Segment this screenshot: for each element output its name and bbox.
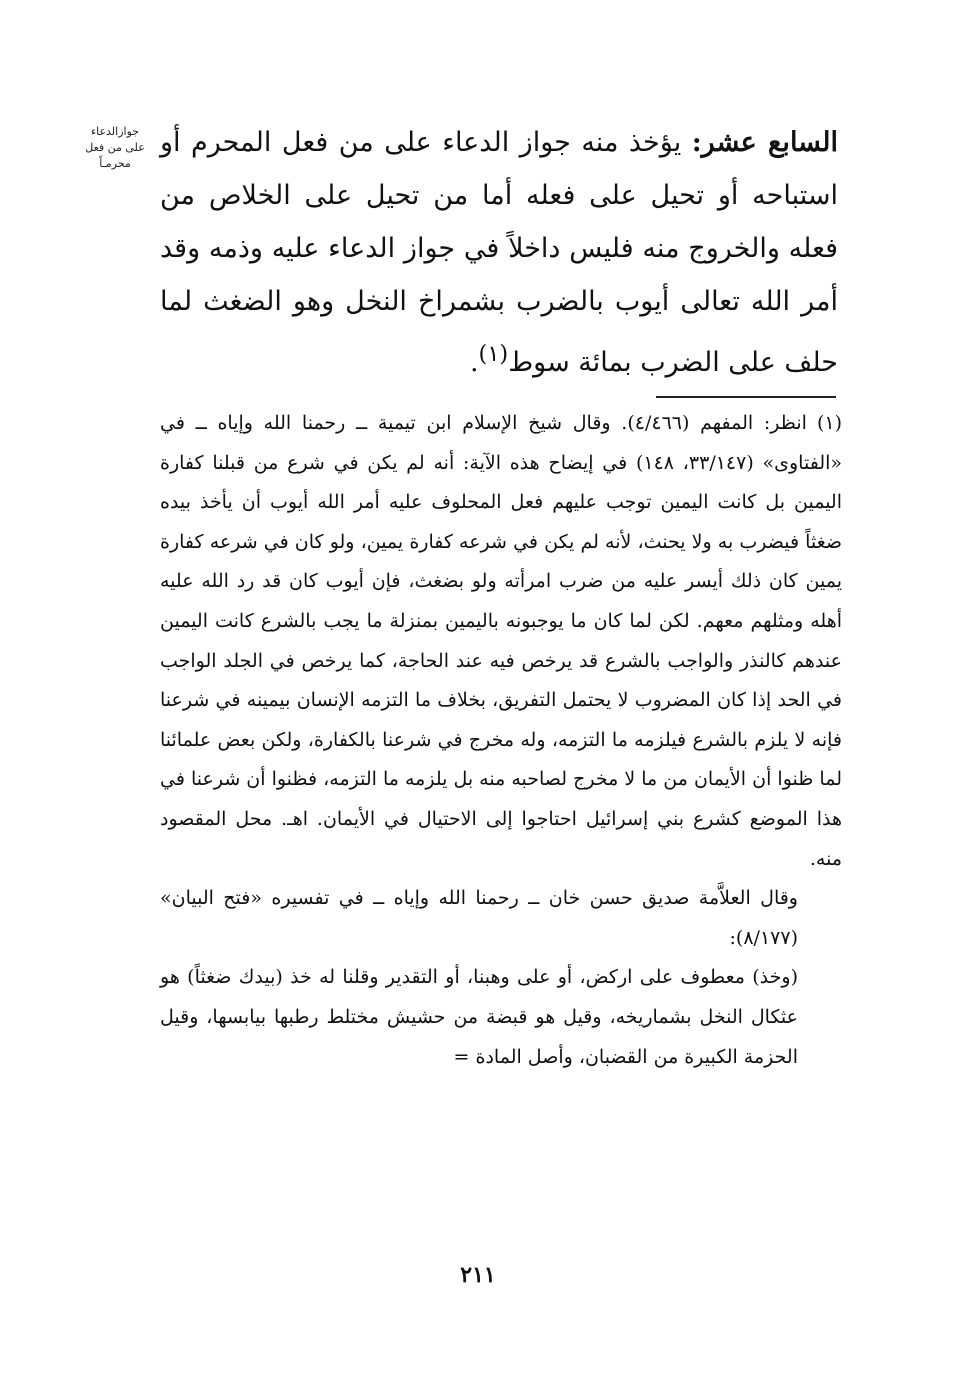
- margin-note-line: جوازالدعاء: [90, 125, 140, 138]
- main-body-text: يؤخذ منه جواز الدعاء على من فعل المحرم أو استباحه أو تحيل على فعله أما من تحيل على الخلاص من فعله والخروج منه فليس داخلاً في جواز الدعاء عليه وذمه وقد أمر الله تعالى أيوب بالضرب بشمراخ النخل وهو الضغث لما حلف على الضرب بمائة سوط: [160, 127, 838, 378]
- page-number: ٢١١: [460, 1262, 496, 1288]
- main-end-mark: .: [469, 347, 479, 378]
- main-paragraph: [160, 116, 838, 389]
- footnotes: [160, 404, 842, 1077]
- footnote-paragraph: وقال العلاَّمة صديق حسن خان ــ رحمنا الله وإياه ــ في تفسيره «فتح البيان» (٨/١٧٧):: [160, 887, 798, 949]
- footnote-paragraph: (وخذ) معطوف على اركض، أو على وهبنا، أو التقدير وقلنا له خذ (بيدك ضغثاً) هو عثكال النخل بشماريخه، وقيل هو قبضة من حشيش مختلط رطبها بيابسها، وقيل الحزمة الكبيرة من القضبان، وأصل المادة =: [160, 966, 798, 1068]
- margin-note-line: على من فعل: [85, 141, 145, 154]
- margin-note-line: محرمـاً: [99, 157, 131, 170]
- margin-note: [70, 124, 160, 172]
- footnote-text: انظر: المفهم (٤/٤٦٦). وقال شيخ الإسلام ابن تيمية ــ رحمنا الله وإياه ــ في «الفتاوى» (٣٣/١٤٧، ١٤٨) في إيضاح هذه الآية: أنه لم يكن في شرع من قبلنا كفارة اليمين بل كانت اليمين توجب عليهم فعل المحلوف عليه أمر الله أيوب أن يأخذ بيده ضغثاً فيضرب به ولا يحنث، لأنه لم يكن في شرعه كفارة يمين، ولو كان في شرعه كفارة يمين كان ذلك أيسر عليه من ضرب امرأته ولو بضغث، فإن أيوب كان قد رد الله عليه أهله ومثلهم معهم. لكن لما كان ما يوجبونه باليمين بمنزلة ما يجب بالشرع كانت اليمين عندهم كالنذر والواجب بالشرع قد يرخص فيه عند الحاجة، كما يرخص في الجلد الواجب في الحد إذا كان المضروب لا يحتمل التفريق، بخلاف ما التزمه الإنسان بيمينه في شرعنا فإنه لا يلزم بالشرع فيلزمه ما التزمه، وله مخرج في شرعنا بالكفارة، ولكن بعض علمائنا لما ظنوا أن الأيمان من ما لا مخرج لصاحبه منه بل يلزمه ما التزمه، فظنوا أن شرعنا في هذا الموضع كشرع بني إسرائيل احتاجوا إلى الاحتيال في الأيمان. اهـ. محل المقصود منه.: [160, 412, 843, 870]
- footnote-reference: (١): [478, 341, 509, 367]
- footnote-number: (١): [816, 412, 842, 434]
- section-lead: السابع عشر:: [691, 127, 838, 158]
- footnote-paragraph: [160, 404, 842, 879]
- footnote-separator: [656, 396, 836, 398]
